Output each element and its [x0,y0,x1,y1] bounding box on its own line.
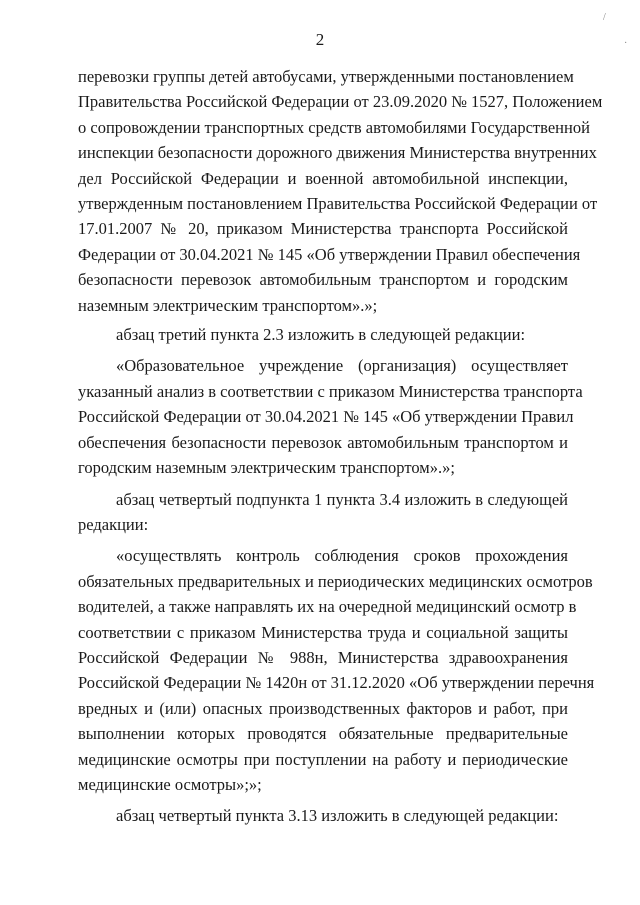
text-line: выполнении которых проводятся обязательные предварительные [78,724,568,744]
text-line: абзац четвертый пункта 3.13 изложить в следующей редакции: [116,806,559,826]
text-line: абзац четвертый подпункта 1 пункта 3.4 изложить в следующей [116,489,568,509]
paragraph-quote-2-3 [78,353,583,480]
text-line: наземным электрическим транспортом».»; [78,295,378,315]
text-line: инспекции безопасности дорожного движения Министерства внутренних [78,143,597,163]
text-line: дел Российской Федерации и военной автомобильной инспекции, [78,168,568,188]
text-line: абзац третий пункта 2.3 изложить в следующей редакции: [116,325,526,345]
text-line: водителей, а также направлять их на очередной медицинский осмотр в [78,597,577,617]
text-line: Правительства Российской Федерации от 23.09.2020 № 1527, Положением [78,92,603,112]
text-line: медицинские осмотры при поступлении на работу и периодические [78,749,568,769]
paragraph-amendment-3-13 [78,803,568,828]
document-body [78,64,603,829]
text-line: Российской Федерации № 988н, Министерства здравоохранения [78,647,568,667]
text-line: о сопровождении транспортных средств автомобилями Государственной [78,117,590,137]
text-line: редакции: [78,514,149,534]
text-line: медицинские осмотры»;»; [78,774,262,794]
paragraph-continuation [78,64,603,318]
paragraph-amendment-2-3 [78,322,568,347]
text-line: «Образовательное учреждение (организация) осуществляет [116,356,568,376]
text-line: Российской Федерации от 30.04.2021 № 145 «Об утверждении Правил [78,407,574,427]
scan-artifact: · [624,38,628,49]
text-line: 17.01.2007 № 20, приказом Министерства транспорта Российской [78,219,568,239]
paragraph-amendment-3-4 [78,487,568,538]
text-line: безопасности перевозок автомобильным транспортом и городским [78,270,568,290]
text-line: обязательных предварительных и периодических медицинских осмотров [78,571,593,591]
text-line: перевозки группы детей автобусами, утвержденными постановлением [78,67,574,86]
text-line: Федерации от 30.04.2021 № 145 «Об утверждении Правил обеспечения [78,244,581,264]
text-line: «осуществлять контроль соблюдения сроков прохождения [116,546,568,566]
paragraph-quote-3-4 [78,543,595,797]
text-line: указанный анализ в соответствии с приказом Министерства транспорта [78,381,583,401]
text-line: соответствии с приказом Министерства труда и социальной защиты [78,622,568,642]
text-line: утвержденным постановлением Правительства Российской Федерации от [78,194,598,214]
text-line: Российской Федерации № 1420н от 31.12.2020 «Об утверждении перечня [78,673,595,693]
text-line: обеспечения безопасности перевозок автомобильным транспортом и [78,432,568,452]
page-number: 2 [315,30,325,49]
text-line: вредных и (или) опасных производственных факторов и работ, при [78,698,568,718]
text-line: городским наземным электрическим транспортом».»; [78,458,455,478]
scan-artifact: / [603,12,606,23]
